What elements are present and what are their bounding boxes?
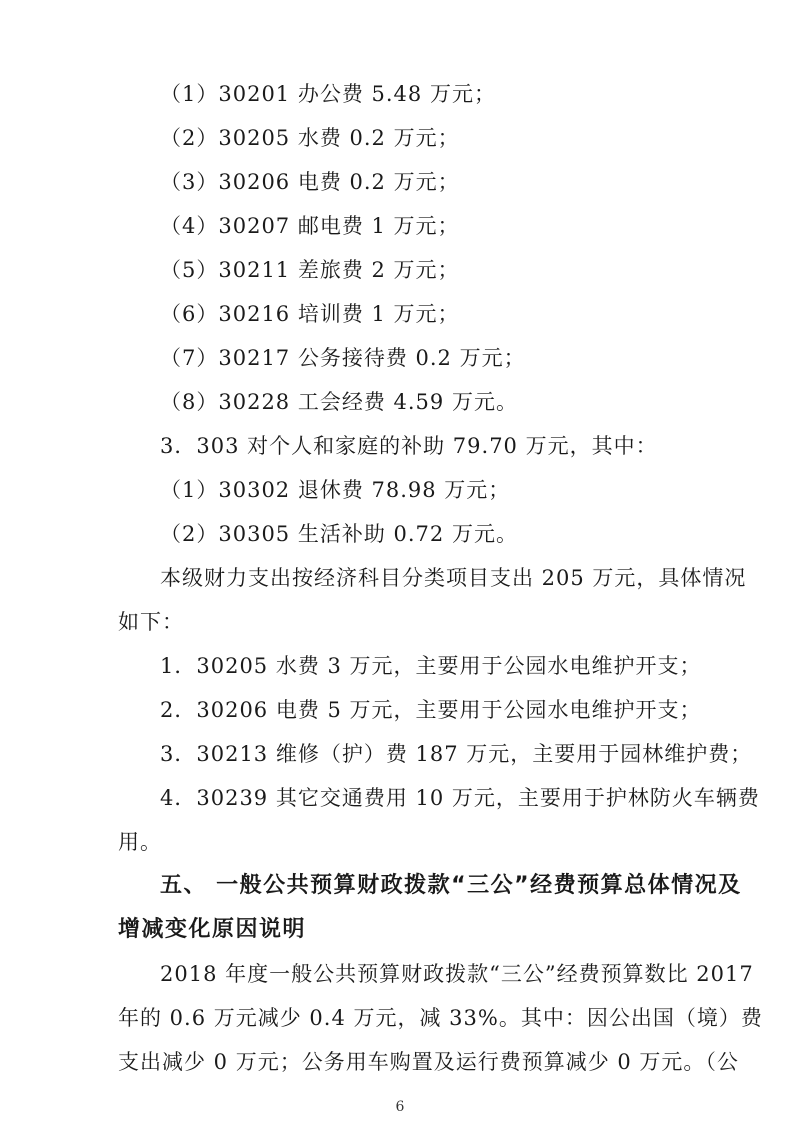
text-line-1: （1）30201 办公费 5.48 万元； <box>160 82 496 106</box>
text-line-18: 用。 <box>118 830 162 854</box>
text-line-15: 2．30206 电费 5 万元，主要用于公园水电维护开支； <box>160 698 702 722</box>
text-line-9: 3．303 对个人和家庭的补助 79.70 万元，其中： <box>160 434 658 458</box>
text-line-6: （6）30216 培训费 1 万元； <box>160 302 460 326</box>
text-line-5: （5）30211 差旅费 2 万元； <box>160 258 460 282</box>
text-line-2: （2）30205 水费 0.2 万元； <box>160 126 460 150</box>
text-line-3: （3）30206 电费 0.2 万元； <box>160 170 460 194</box>
text-line-12: 本级财力支出按经济科目分类项目支出 205 万元，具体情况 <box>160 566 747 590</box>
text-line-4: （4）30207 邮电费 1 万元； <box>160 214 460 238</box>
section-heading-line-2: 增减变化原因说明 <box>118 917 307 942</box>
text-line-20: 年的 0.6 万元减少 0.4 万元，减 33%。其中：因公出国（境）费 <box>118 1006 763 1030</box>
text-line-14: 1．30205 水费 3 万元，主要用于公园水电维护开支； <box>160 654 702 678</box>
section-heading-line-1: 五、 一般公共预算财政拨款“三公”经费预算总体情况及 <box>160 873 742 898</box>
text-line-7: （7）30217 公务接待费 0.2 万元； <box>160 346 526 370</box>
text-line-8: （8）30228 工会经费 4.59 万元。 <box>160 390 518 414</box>
text-line-11: （2）30305 生活补助 0.72 万元。 <box>160 522 518 546</box>
text-line-21: 支出减少 0 万元；公务用车购置及运行费预算减少 0 万元。（公 <box>118 1050 739 1074</box>
text-line-10: （1）30302 退休费 78.98 万元； <box>160 478 511 502</box>
text-line-19: 2018 年度一般公共预算财政拨款“三公”经费预算数比 2017 <box>160 962 754 986</box>
text-line-17: 4．30239 其它交通费用 10 万元，主要用于护林防火车辆费 <box>160 786 760 810</box>
text-line-16: 3．30213 维修（护）费 187 万元，主要用于园林维护费； <box>160 742 753 766</box>
page-number: 6 <box>395 1099 405 1115</box>
text-line-13: 如下： <box>118 610 184 634</box>
